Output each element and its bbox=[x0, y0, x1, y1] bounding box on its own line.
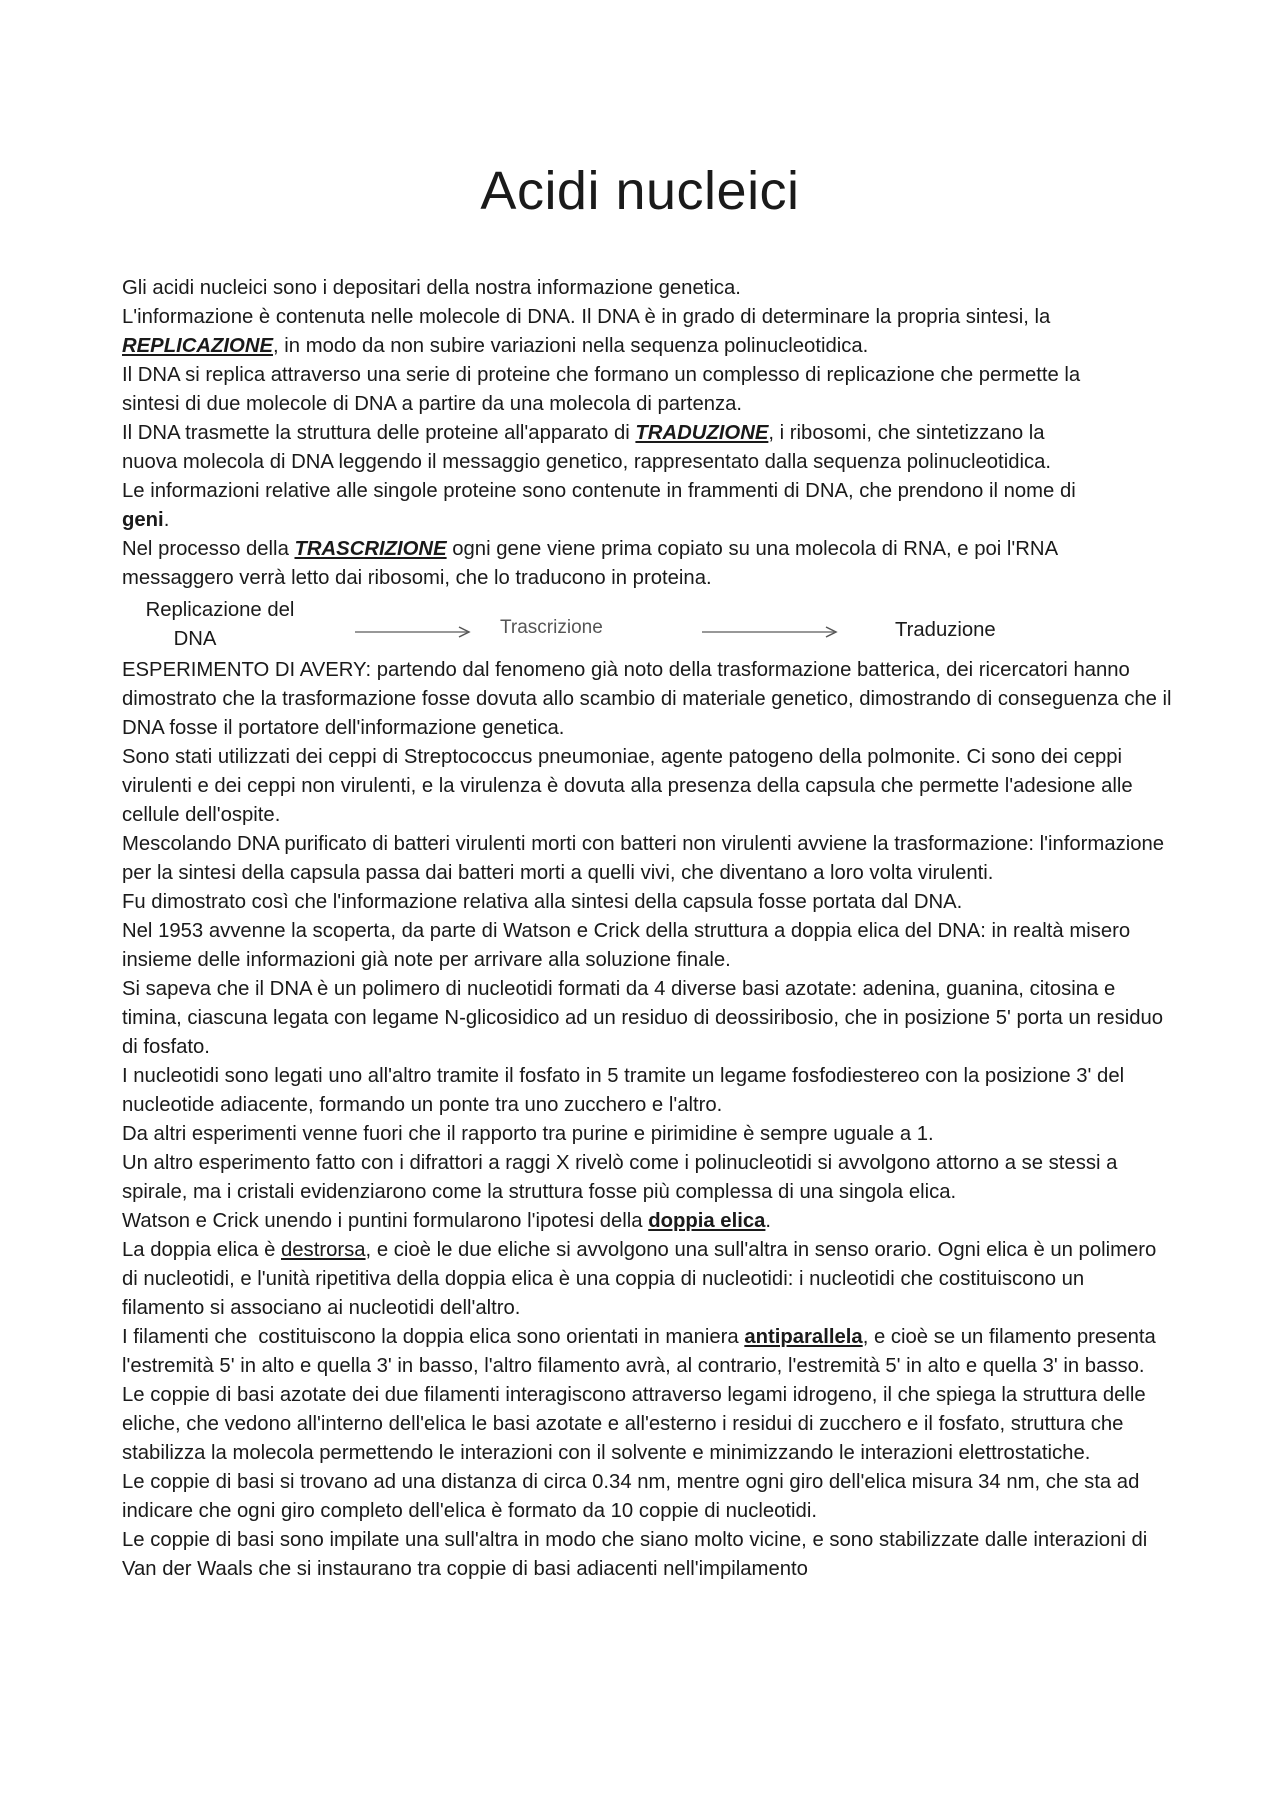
paragraph: Le coppie di basi azotate dei due filamenti interagiscono attraverso legami idrogeno, il che spiega la struttura delle eliche, che vedono all'interno dell'elica le basi azotate e all'esterno i residui di zucchero e il fosfato, struttura che stabilizza la molecola permettendo le interazioni con il solvente e minimizzando le interazioni elettrostatiche. bbox=[122, 1384, 1146, 1464]
text: sintesi di due molecole di DNA a partire da una molecola di partenza. bbox=[122, 393, 743, 415]
paragraph: I nucleotidi sono legati uno all'altro tramite il fosfato in 5 tramite un legame fosfodiestereo con la posizione 3' del nucleotide adiacente, formando un ponte tra uno zucchero e l'altro. bbox=[122, 1065, 1125, 1116]
text: I filamenti che costituiscono la doppia elica sono orientati in maniera bbox=[122, 1326, 745, 1348]
intro-line bbox=[122, 274, 1172, 303]
text: Gli acidi nucleici sono i depositari della nostra informazione genetica. bbox=[122, 277, 741, 299]
intro-line bbox=[122, 564, 1172, 593]
text: Le informazioni relative alle singole proteine sono contenute in frammenti di DNA, che prendono il nome di bbox=[122, 480, 1076, 502]
paragraph: Nel 1953 avvenne la scoperta, da parte di Watson e Crick della struttura a doppia elica del DNA: in realtà misero insieme delle informazioni già note per arrivare alla soluzione finale. bbox=[122, 920, 1131, 971]
paragraph: Le coppie di basi sono impilate una sull'altra in modo che siano molto vicine, e sono stabilizzate dalle interazioni di Van der Waals che si instaurano tra coppie di basi adiacenti nell'impilamento bbox=[122, 1529, 1148, 1580]
intro-line bbox=[122, 361, 1172, 390]
intro-section bbox=[122, 274, 1172, 593]
paragraph: Da altri esperimenti venne fuori che il rapporto tra purine e pirimidine è sempre uguale a 1. bbox=[122, 1123, 934, 1145]
avery-section bbox=[122, 656, 1172, 1584]
intro-line bbox=[122, 477, 1172, 506]
paragraph: Le coppie di basi si trovano ad una distanza di circa 0.34 nm, mentre ogni giro dell'elica misura 34 nm, che sta ad indicare che ogni giro completo dell'elica è formato da 10 coppie di nucleotidi. bbox=[122, 1471, 1140, 1522]
text: DNA bbox=[173, 628, 217, 650]
diagram-step-traduzione: Traduzione bbox=[895, 619, 996, 641]
intro-line bbox=[122, 303, 1172, 332]
paragraph: Si sapeva che il DNA è un polimero di nucleotidi formati da 4 diverse basi azotate: adenina, guanina, citosina e timina, ciascuna legata con legame N-glicosidico ad un residuo di deossiribosio, che in posizione 5' porta un residuo di fosfato. bbox=[122, 978, 1164, 1058]
keyword-geni: geni bbox=[122, 509, 164, 531]
text: . bbox=[765, 1210, 772, 1232]
text: Nel processo della bbox=[122, 538, 295, 560]
paragraph bbox=[122, 1323, 1172, 1381]
text: messaggero verrà letto dai ribosomi, che lo traducono in proteina. bbox=[122, 567, 712, 589]
diagram-step-replicazione bbox=[130, 596, 310, 654]
arrow-right-icon bbox=[700, 625, 840, 639]
intro-line bbox=[122, 419, 1172, 448]
text: ogni gene viene prima copiato su una molecola di RNA, e poi l'RNA bbox=[446, 538, 1059, 560]
paragraph: ESPERIMENTO DI AVERY: partendo dal fenomeno già noto della trasformazione batterica, dei ricercatori hanno dimostrato che la trasformazione fosse dovuta allo scambio di materiale genetico, dimostrando di conseguenza che il DNA fosse il portatore dell'informazione genetica. bbox=[122, 659, 1172, 739]
text: , e cioè le due eliche si avvolgono una sull'altra in senso orario. Ogni elica è un polimero di nucleotidi, e l'unità ripetitiva della doppia elica è una coppia di nucleotidi: i nucleotidi che costituiscono un filamento si associano ai nucleotidi dell'altro. bbox=[122, 1239, 1157, 1319]
intro-line bbox=[122, 506, 1172, 535]
page-title: Acidi nucleici bbox=[480, 161, 800, 221]
text: Watson e Crick unendo i puntini formularono l'ipotesi della bbox=[122, 1210, 649, 1232]
paragraph bbox=[122, 1236, 1172, 1323]
keyword-replicazione: REPLICAZIONE bbox=[122, 335, 273, 357]
intro-line bbox=[122, 535, 1172, 564]
paragraph: Un altro esperimento fatto con i difrattori a raggi X rivelò come i polinucleotidi si avvolgono attorno a se stessi a spirale, ma i cristali evidenziarono come la struttura fosse più complessa di una singola elica. bbox=[122, 1152, 1118, 1203]
text: La doppia elica è bbox=[122, 1239, 281, 1261]
diagram-step-trascrizione: Trascrizione bbox=[500, 617, 603, 638]
paragraph: Mescolando DNA purificato di batteri virulenti morti con batteri non virulenti avviene la trasformazione: l'informazione per la sintesi della capsula passa dai batteri morti a quelli vivi, che diventano a loro volta virulenti. bbox=[122, 833, 1165, 884]
text: , i ribosomi, che sintetizzano la bbox=[768, 422, 1045, 444]
text: L'informazione è contenuta nelle molecole di DNA. Il DNA è in grado di determinare la propria sintesi, la bbox=[122, 306, 1051, 328]
keyword-destrorsa: destrorsa bbox=[281, 1239, 366, 1261]
intro-line bbox=[122, 390, 1172, 419]
text: Replicazione del bbox=[145, 599, 295, 621]
paragraph: Sono stati utilizzati dei ceppi di Streptococcus pneumoniae, agente patogeno della polmonite. Ci sono dei ceppi virulenti e dei ceppi non virulenti, e la virulenza è dovuta alla presenza della capsula che permette l'adesione alle cellule dell'ospite. bbox=[122, 746, 1133, 826]
keyword-traduzione: TRADUZIONE bbox=[635, 422, 769, 444]
paragraph: Fu dimostrato così che l'informazione relativa alla sintesi della capsula fosse portata dal DNA. bbox=[122, 891, 963, 913]
text: , e cioè se un filamento presenta l'estremità 5' in alto e quella 3' in basso, l'altro filamento avrà, al contrario, l'estremità 5' in alto e quella 3' in basso. bbox=[122, 1326, 1156, 1377]
paragraph bbox=[122, 1207, 1172, 1236]
keyword-antiparallela: antiparallela bbox=[744, 1326, 863, 1348]
arrow-right-icon bbox=[353, 625, 473, 639]
keyword-doppia-elica: doppia elica bbox=[648, 1210, 766, 1232]
intro-line bbox=[122, 448, 1172, 477]
text: nuova molecola di DNA leggendo il messaggio genetico, rappresentato dalla sequenza polinucleotidica. bbox=[122, 451, 1052, 473]
keyword-trascrizione: TRASCRIZIONE bbox=[294, 538, 447, 560]
intro-line bbox=[122, 332, 1172, 361]
text: . bbox=[163, 509, 170, 531]
flow-diagram bbox=[0, 596, 1280, 656]
text: Il DNA si replica attraverso una serie di proteine che formano un complesso di replicazione che permette la bbox=[122, 364, 1081, 386]
text: , in modo da non subire variazioni nella sequenza polinucleotidica. bbox=[273, 335, 869, 357]
text: Il DNA trasmette la struttura delle proteine all'apparato di bbox=[122, 422, 636, 444]
